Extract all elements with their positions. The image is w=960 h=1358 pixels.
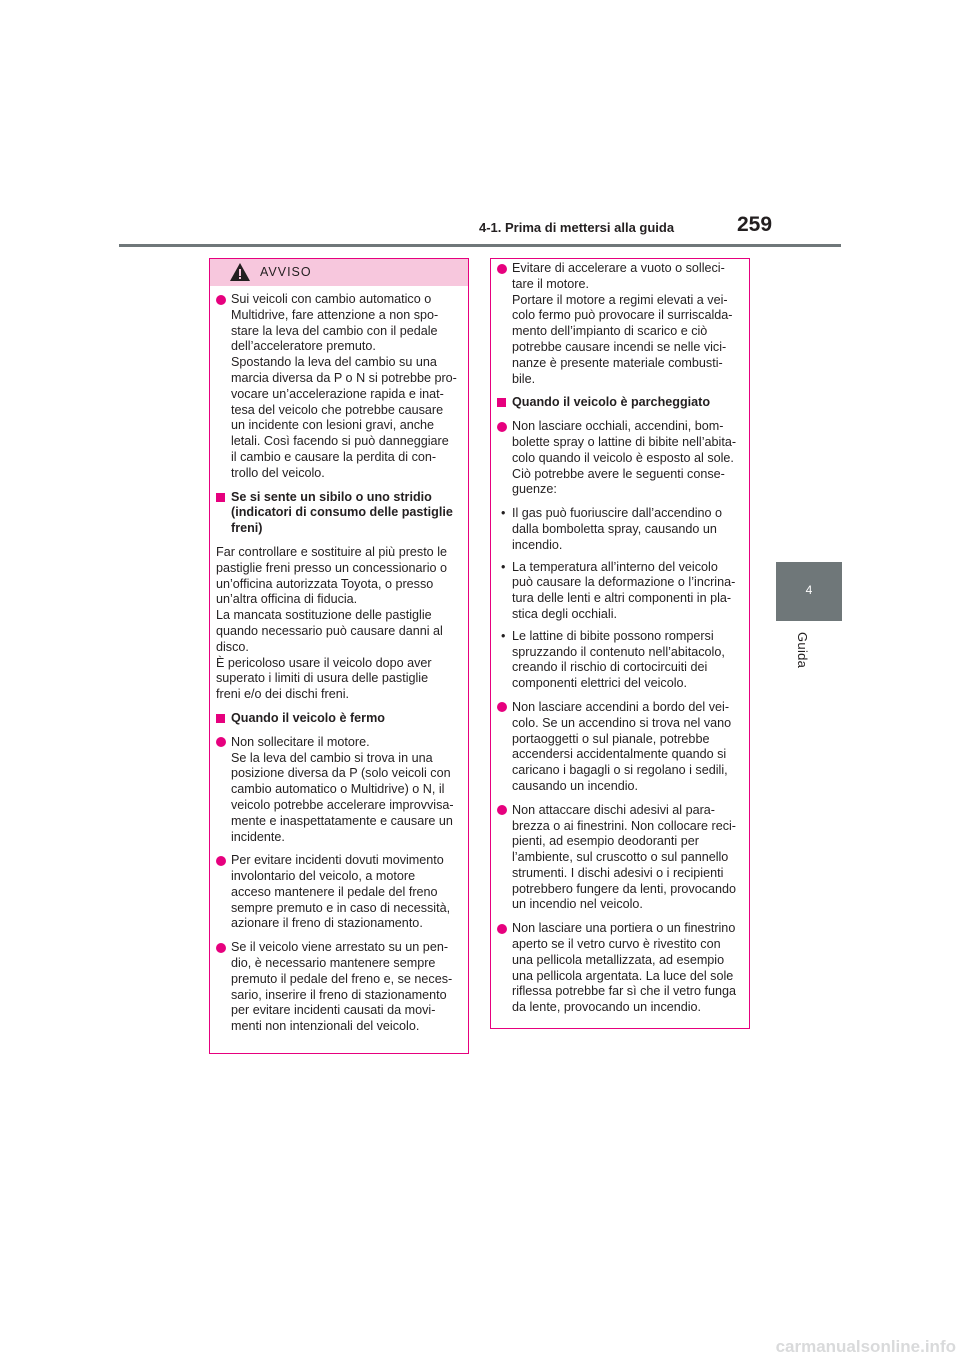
- square-marker-icon: [216, 493, 225, 502]
- text-line: un’altra officina di fiducia.: [216, 592, 358, 607]
- bullet-dot-icon: [497, 924, 507, 934]
- text-line: cambio automatico o Multidrive) o N, il: [231, 782, 445, 797]
- text-line: colo. Se un accendino si trova nel vano: [512, 715, 732, 730]
- watermark-logo: [620, 1336, 956, 1356]
- text-line: incendio.: [512, 537, 563, 552]
- text-line: mento dell’impianto di scarico e ciò: [512, 324, 708, 339]
- text-line: può causare la deformazione o l’incrina-: [512, 575, 736, 590]
- text-line: Portare il motore a regimi elevati a vei-: [512, 292, 728, 307]
- text-line: quando necessario può causare danni al: [216, 623, 443, 638]
- chapter-number: 4: [805, 583, 813, 597]
- text-line: dio, è necessario mantenere sempre: [231, 956, 436, 971]
- text-line: tura delle lenti e altri componenti in pla-: [512, 591, 732, 606]
- text-line: Non attaccare dischi adesivi al para-: [512, 802, 716, 817]
- text-line: un incendio nel veicolo.: [512, 897, 643, 912]
- warning-box-right: [490, 258, 750, 1029]
- item-text: [512, 419, 738, 498]
- text-line: Non lasciare una portiera o un finestrino: [512, 921, 736, 936]
- text-line: premuto il pedale del freno e, se neces-: [231, 971, 453, 986]
- section-heading: [497, 395, 738, 411]
- text-line: il cambio e causare la perdita di con-: [231, 449, 437, 464]
- square-marker-icon: [216, 714, 225, 723]
- text-line: aperto se il vetro curvo è rivestito con: [512, 937, 721, 952]
- text-line: colo fermo può provocare il surriscalda-: [512, 308, 733, 323]
- text-line: potrebbero fungere da lenti, provocando: [512, 881, 737, 896]
- svg-text:carmanualsonline.info: carmanualsonline.info: [775, 1337, 956, 1356]
- text-line: Le lattine di bibite possono rompersi: [512, 628, 714, 643]
- item-text: [512, 700, 738, 795]
- text-line: Multidrive, fare attenzione a non spo-: [231, 307, 439, 322]
- text-line: dell’acceleratore premuto.: [231, 339, 376, 354]
- bullet-dot-icon: [497, 805, 507, 815]
- text-line: accendersi accidentalmente quando si: [512, 747, 727, 762]
- text-line: nanze è presente materiale combusti-: [512, 355, 723, 370]
- chapter-label: Guida: [795, 632, 810, 669]
- text-line: azionare il freno di stazionamento.: [231, 916, 423, 931]
- text-line: Non lasciare accendini a bordo del vei-: [512, 699, 730, 714]
- bullet-item: [497, 700, 738, 795]
- text-line: Se la leva del cambio si trova in una: [231, 750, 433, 765]
- header-rule: [119, 244, 841, 247]
- sub-item-text: [512, 629, 738, 692]
- text-line: bile.: [512, 371, 536, 386]
- heading-text: Quando il veicolo è fermo: [231, 710, 385, 725]
- sub-item-text: [512, 506, 738, 553]
- text-line: pienti, ad esempio deodoranti per: [512, 834, 699, 849]
- text-line: dalla bomboletta spray, causando un: [512, 521, 717, 536]
- text-line: La mancata sostituzione delle pastiglie: [216, 608, 432, 623]
- text-line: una pellicola argentata. La luce del sole: [512, 968, 734, 983]
- bullet-dot-icon: [216, 295, 226, 305]
- text-line: (indicatori di consumo delle pastiglie: [231, 505, 453, 520]
- item-text: [231, 853, 457, 932]
- sub-bullet-marker: •: [501, 628, 506, 643]
- text-line: letali. Così facendo si può danneggiare: [231, 434, 449, 449]
- text-line: Se si sente un sibilo o uno stridio: [231, 489, 432, 504]
- text-line: trollo del veicolo.: [231, 465, 325, 480]
- bullet-item: [497, 261, 738, 387]
- warning-title-band: [210, 259, 468, 286]
- text-line: caricano i bagagli o si regolano i sedili,: [512, 763, 728, 778]
- warning-body-left: [210, 286, 468, 1035]
- item-text: [512, 803, 738, 914]
- text-line: Se il veicolo viene arrestato su un pen-: [231, 940, 449, 955]
- text-line: superato i limiti di usura delle pastiglie: [216, 671, 429, 686]
- text-line: mente e inaspettatamente e causare un: [231, 813, 453, 828]
- warning-triangle-icon: [229, 262, 251, 282]
- bullet-item: [497, 419, 738, 498]
- text-line: guenze:: [512, 482, 557, 497]
- text-line: un’officina autorizzata Toyota, o presso: [216, 576, 434, 591]
- text-line: Evitare di accelerare a vuoto o solleci-: [512, 261, 725, 275]
- text-line: potrebbe causare incendi se nelle vici-: [512, 339, 727, 354]
- text-line: stare la leva del cambio con il pedale: [231, 323, 438, 338]
- text-line: Far controllare e sostituire al più presto le: [216, 544, 447, 559]
- text-line: causando un incendio.: [512, 778, 639, 793]
- bullet-item: [497, 921, 738, 1016]
- text-line: vocare un’accelerazione rapida e inat-: [231, 386, 444, 401]
- sub-item-text: [512, 560, 738, 623]
- text-line: colo quando il veicolo è esposto al sole.: [512, 450, 734, 465]
- item-text: [231, 292, 457, 482]
- text-line: incidente.: [231, 829, 285, 844]
- text-line: Il gas può fuoriuscire dall’accendino o: [512, 506, 723, 521]
- sub-bullet-item: [497, 629, 738, 692]
- section-heading: [216, 490, 457, 537]
- heading-text: [231, 490, 457, 537]
- bullet-dot-icon: [216, 737, 226, 747]
- text-line: Non sollecitare il motore.: [231, 734, 370, 749]
- text-line: da lente, provocando un incendio.: [512, 1000, 702, 1015]
- text-line: marcia diversa da P o N si potrebbe pro-: [231, 370, 457, 385]
- text-line: sario, inserire il freno di stazionamento: [231, 987, 447, 1002]
- bullet-item: [216, 292, 457, 482]
- square-marker-icon: [497, 398, 506, 407]
- warning-body-right: [491, 259, 749, 1016]
- text-line: sempre premuto e in caso di necessità,: [231, 900, 451, 915]
- text-line: tare il motore.: [512, 276, 589, 291]
- item-text: [512, 921, 738, 1016]
- bullet-dot-icon: [216, 856, 226, 866]
- sub-bullet-marker: •: [501, 506, 506, 521]
- text-line: freni): [231, 521, 263, 536]
- text-line: spruzzando il contenuto nell’abitacolo,: [512, 644, 725, 659]
- text-line: creando il rischio di cortocircuiti dei: [512, 660, 708, 675]
- sub-bullet-marker: •: [501, 559, 506, 574]
- text-line: È pericoloso usare il veicolo dopo aver: [216, 655, 432, 670]
- text-line: disco.: [216, 639, 249, 654]
- text-line: un incidente con lesioni gravi, anche: [231, 418, 435, 433]
- section-heading: [216, 711, 457, 727]
- text-line: Non lasciare occhiali, accendini, bom-: [512, 419, 724, 434]
- sub-bullet-item: [497, 560, 738, 623]
- text-line: involontario del veicolo, a motore: [231, 869, 416, 884]
- chapter-tab[interactable]: [776, 562, 842, 621]
- paragraph: [216, 545, 457, 703]
- text-line: bolette spray o lattine di bibite nell’abita-: [512, 434, 737, 449]
- heading-text: Quando il veicolo è parcheggiato: [512, 395, 711, 410]
- text-line: tesa del veicolo che potrebbe causare: [231, 402, 444, 417]
- text-line: Spostando la leva del cambio su una: [231, 355, 437, 370]
- bullet-item: [216, 853, 457, 932]
- text-line: stica degli occhiali.: [512, 606, 617, 621]
- text-line: riflessa potrebbe far sì che il vetro funga: [512, 984, 737, 999]
- item-text: [231, 940, 457, 1035]
- warning-box-left: [209, 258, 469, 1054]
- bullet-dot-icon: [497, 702, 507, 712]
- text-line: Sui veicoli con cambio automatico o: [231, 292, 432, 306]
- text-line: per evitare incidenti causati da movi-: [231, 1003, 436, 1018]
- text-line: acceso mantenere il pedale del freno: [231, 884, 438, 899]
- warning-title: AVVISO: [260, 265, 312, 279]
- text-line: componenti elettrici del veicolo.: [512, 676, 688, 691]
- text-line: l’ambiente, sul cruscotto o sul pannello: [512, 850, 729, 865]
- text-line: freni e/o dei dischi freni.: [216, 687, 350, 702]
- text-line: veicolo potrebbe accelerare improvvisa-: [231, 797, 454, 812]
- bullet-item: [216, 940, 457, 1035]
- bullet-item: [497, 803, 738, 914]
- text-line: La temperatura all’interno del veicolo: [512, 559, 718, 574]
- sub-bullet-item: [497, 506, 738, 553]
- text-line: posizione diversa da P (solo veicoli con: [231, 766, 451, 781]
- item-text: [231, 735, 457, 846]
- page-number: 259: [737, 213, 773, 236]
- bullet-item: [216, 735, 457, 846]
- text-line: strumenti. I dischi adesivi o i recipienti: [512, 865, 724, 880]
- text-line: Per evitare incidenti dovuti movimento: [231, 853, 444, 868]
- text-line: pastiglie freni presso un concessionario o: [216, 560, 448, 575]
- section-title: 4-1. Prima di mettersi alla guida: [479, 220, 675, 235]
- text-line: una pellicola metallizzata, ad esempio: [512, 952, 725, 967]
- bullet-dot-icon: [497, 422, 507, 432]
- text-line: Ciò potrebbe avere le seguenti conse-: [512, 466, 725, 481]
- bullet-dot-icon: [497, 264, 507, 274]
- text-line: menti non intenzionali del veicolo.: [231, 1019, 420, 1034]
- text-line: portaoggetti o sul pianale, potrebbe: [512, 731, 710, 746]
- bullet-dot-icon: [216, 943, 226, 953]
- text-line: brezza o ai finestrini. Non collocare reci-: [512, 818, 736, 833]
- item-text: [512, 261, 738, 387]
